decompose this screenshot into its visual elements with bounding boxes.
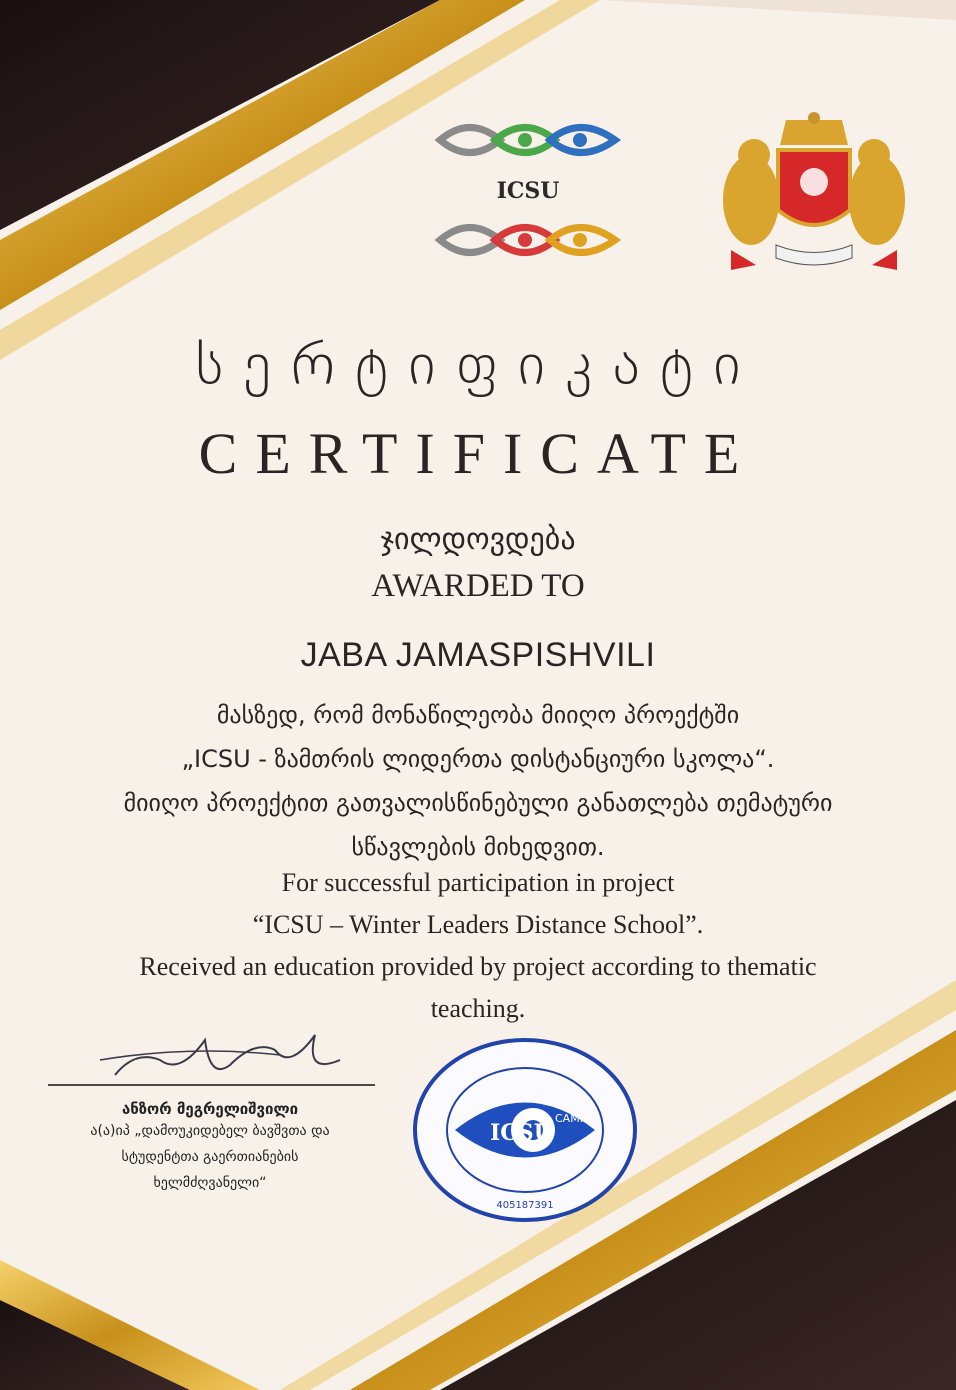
- awarded-to-georgian: ჯილდოვდება: [380, 522, 576, 557]
- signatory-role-line: სტუდენტთა გაერთიანების: [121, 1149, 299, 1165]
- signatory-role-line: ხელმძღვანელი“: [153, 1175, 267, 1191]
- body-text-georgian: [0, 693, 956, 869]
- stamp-side-text: CAMP: [555, 1112, 587, 1125]
- logo-text: ICSU: [496, 178, 560, 204]
- body-line: „ICSU - ზამთრის ლიდერთა დისტანციური სკოლა“.: [181, 745, 775, 773]
- georgia-coat-of-arms-icon: [716, 110, 912, 275]
- signatory-name: ანზორ მეგრელიშვილი: [121, 1100, 299, 1118]
- icsu-logo: [430, 110, 630, 270]
- certificate-title-georgian: სერტიფიკატი: [195, 330, 761, 398]
- stamp-text: ICSU: [490, 1120, 553, 1146]
- body-line: For successful participation in project: [281, 868, 675, 897]
- certificate-title-english: CERTIFICATE: [198, 421, 758, 486]
- recipient-name: JABA JAMASPISHVILI: [300, 636, 656, 674]
- body-line: “ICSU – Winter Leaders Distance School”.: [252, 910, 704, 939]
- body-line: teaching.: [430, 994, 526, 1023]
- signatory-role-line: ა(ა)იპ „დამოუკიდებელ ბავშვთა და: [90, 1123, 330, 1139]
- stamp-number: 405187391: [496, 1200, 554, 1211]
- signatory-block: [40, 1100, 380, 1196]
- body-line: მიიღო პროექტით გათვალისწინებული განათლება თემატური: [123, 789, 833, 817]
- body-line: სწავლების მიხედვით.: [351, 833, 605, 861]
- icsu-camp-stamp: [405, 1030, 645, 1230]
- body-text-english: [0, 862, 956, 1030]
- body-line: მასზედ, რომ მონაწილეობა მიიღო პროექტში: [216, 701, 740, 729]
- awarded-to-english: AWARDED TO: [371, 568, 585, 604]
- signature: [40, 1020, 390, 1100]
- body-line: Received an education provided by project according to thematic: [139, 952, 817, 981]
